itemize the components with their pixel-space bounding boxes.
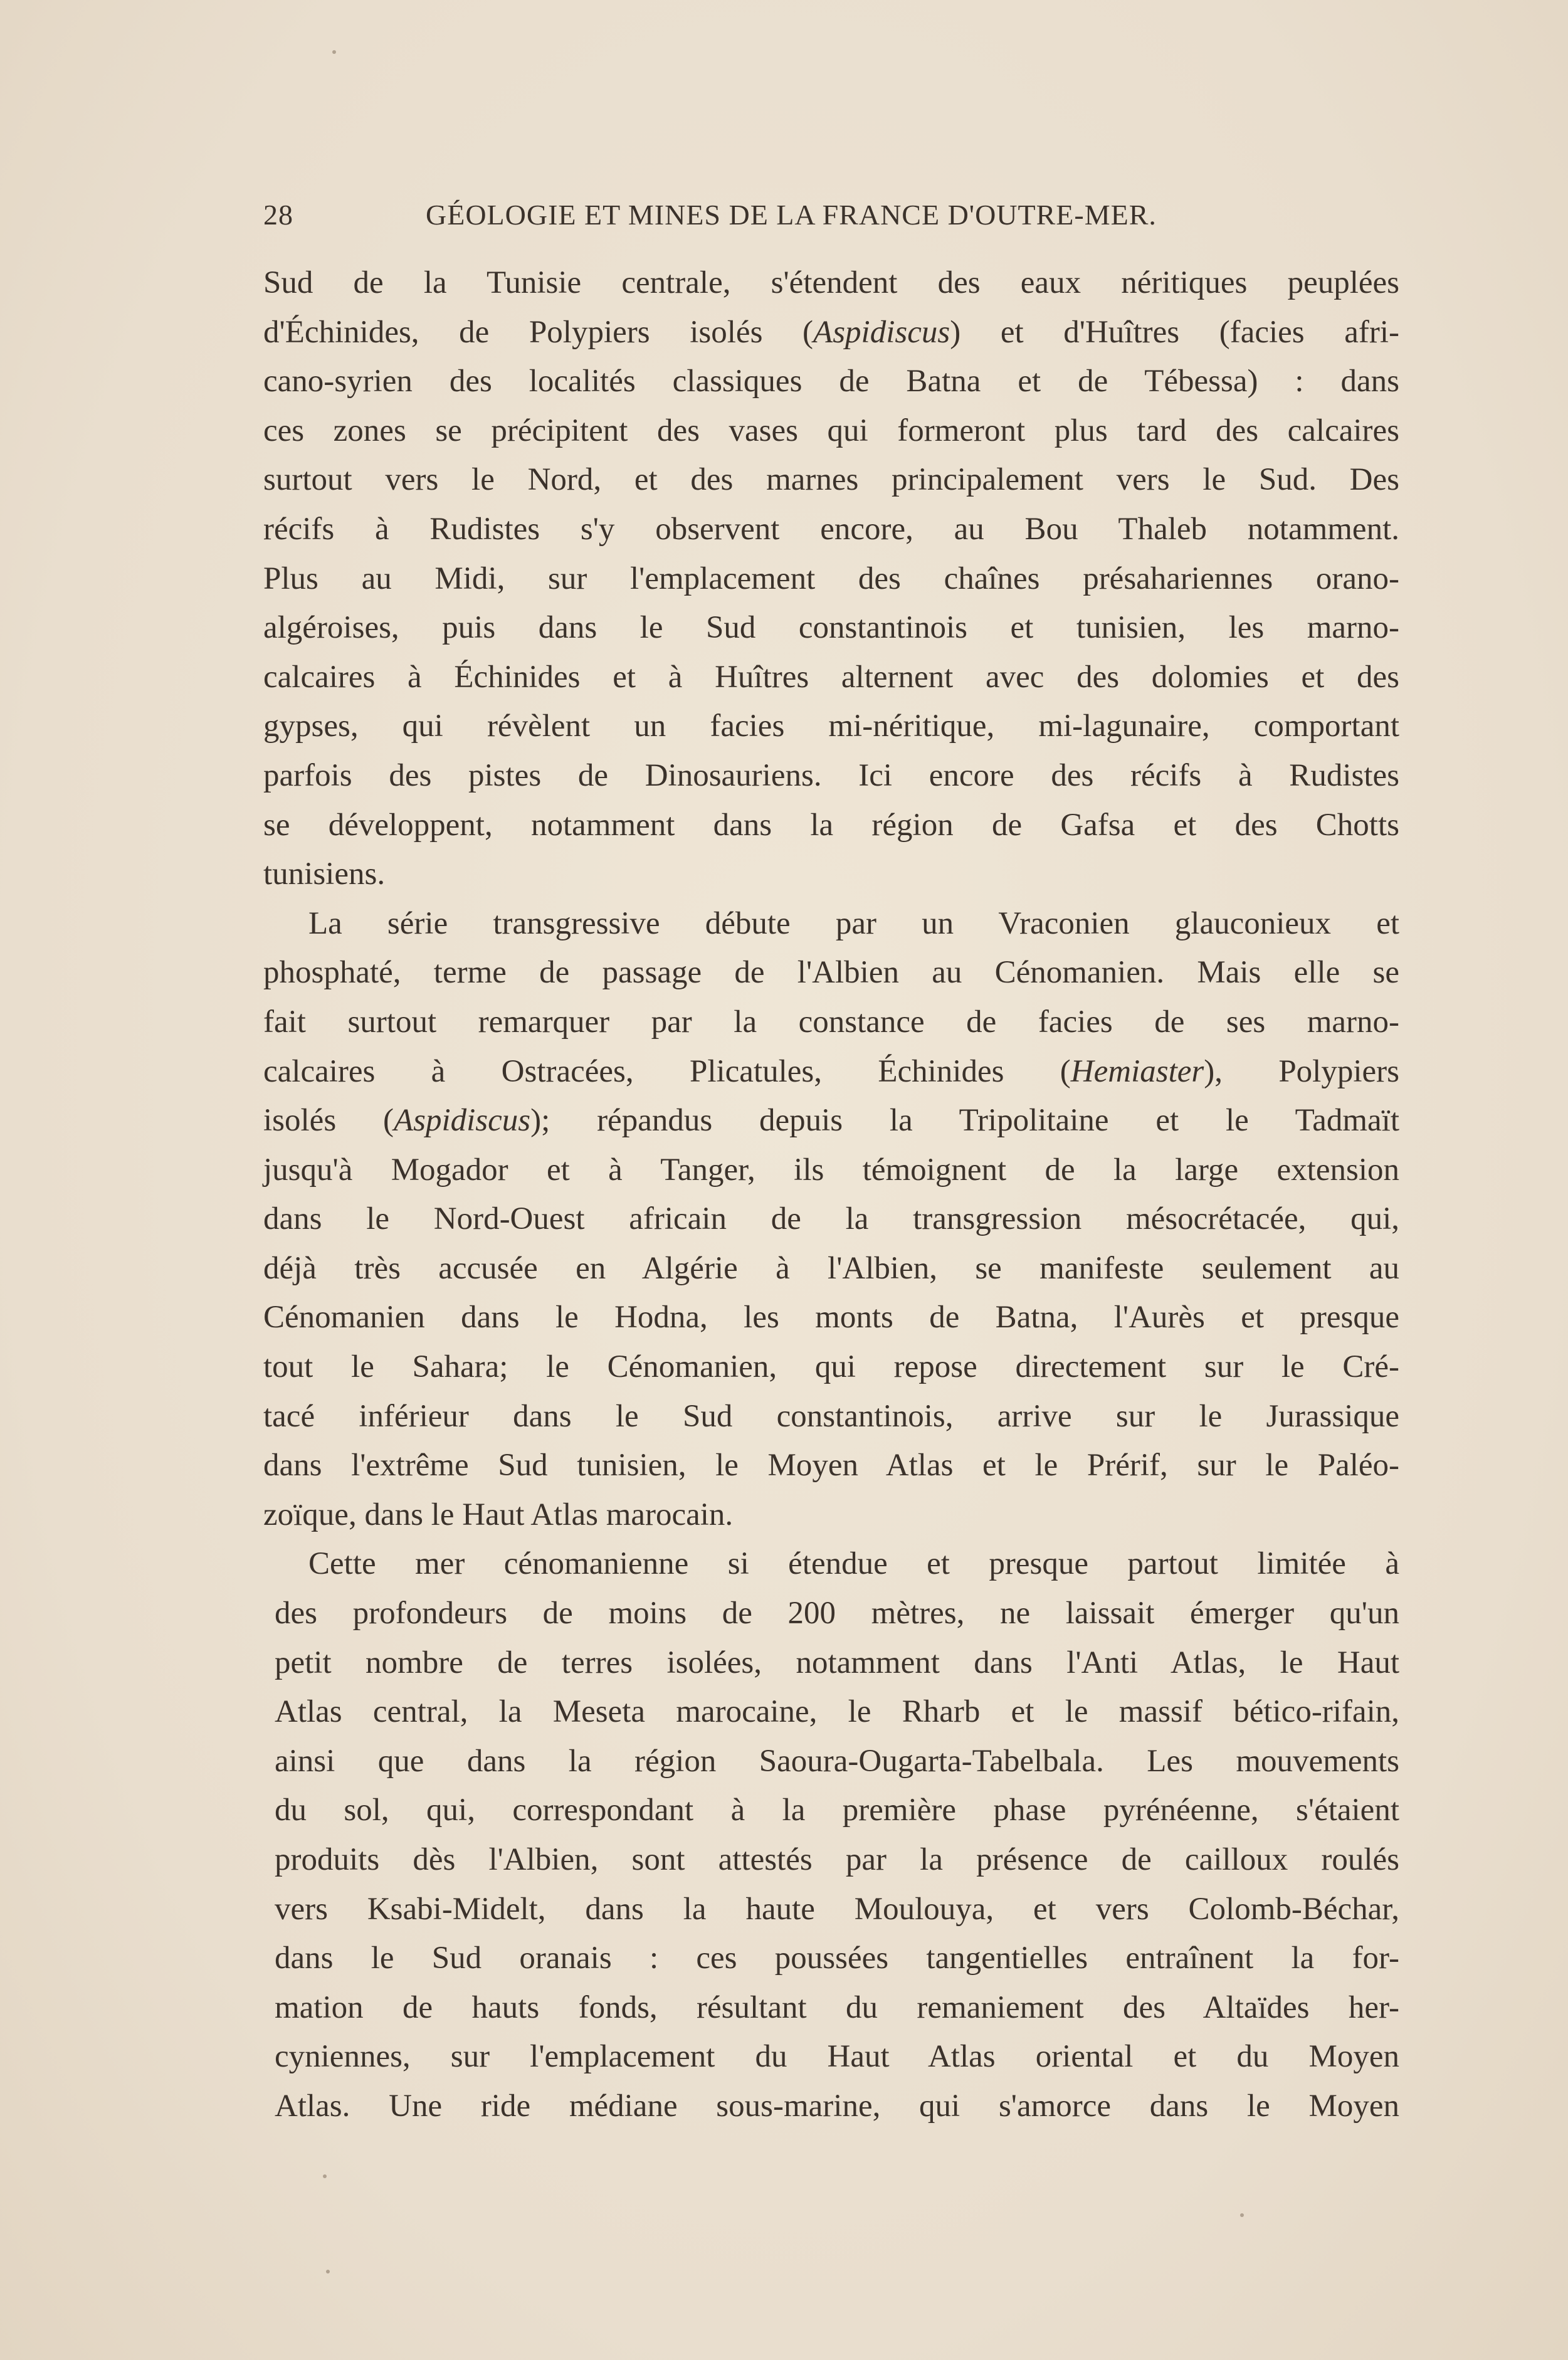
text-line: [263, 1983, 1399, 2033]
text-line: [263, 850, 1399, 899]
text-segment: ainsi que dans la région Saoura-Ougarta-Tabelbala. Les mouvements: [275, 1743, 1399, 1779]
paper-speck: [1240, 2213, 1244, 2217]
text-segment: ), Polypiers: [1204, 1053, 1399, 1089]
text-line: [263, 899, 1399, 949]
text-line: [263, 308, 1399, 357]
text-segment: zoïque, dans le Haut Atlas marocain.: [263, 1497, 734, 1532]
running-header: [263, 191, 1241, 240]
text-line: [263, 653, 1399, 702]
text-line: [263, 505, 1399, 554]
text-line: [263, 1047, 1399, 1097]
text-line: [263, 998, 1399, 1047]
text-line: [263, 1589, 1399, 1638]
text-segment: gypses, qui révèlent un facies mi-néritique, mi-lagunaire, comportant: [263, 709, 1399, 744]
text-segment: ); répandus depuis la Tripolitaine et le Tadmaït: [530, 1103, 1399, 1139]
text-segment: calcaires à Ostracées, Plicatules, Échinides (: [263, 1053, 1071, 1089]
text-line: [263, 1490, 1399, 1540]
text-segment: ) et d'Huîtres (facies afri-: [950, 314, 1400, 350]
text-line: [263, 2082, 1399, 2131]
text-segment: parfois des pistes de Dinosauriens. Ici encore des récifs à Rudistes: [263, 757, 1399, 793]
text-segment: dans le Sud oranais : ces poussées tangentielles entraînent la for-: [275, 1941, 1399, 1976]
text-segment: jusqu'à Mogador et à Tanger, ils témoignent de la large extension: [263, 1152, 1399, 1188]
text-line: [263, 1441, 1399, 1490]
text-line: [263, 1096, 1399, 1146]
text-segment: du sol, qui, correspondant à la première phase pyrénéenne, s'étaient: [275, 1793, 1399, 1828]
text-line: [263, 603, 1399, 653]
text-line: [263, 1146, 1399, 1195]
text-segment: tout le Sahara; le Cénomanien, qui repose directement sur le Cré-: [263, 1349, 1399, 1385]
text-segment: Sud de la Tunisie centrale, s'étendent des eaux néritiques peuplées: [263, 265, 1399, 300]
text-line: [263, 1293, 1399, 1342]
text-segment: tunisiens.: [263, 856, 386, 892]
text-line: [263, 455, 1399, 505]
text-line: [263, 1835, 1399, 1885]
text-line: [263, 1244, 1399, 1293]
text-segment: isolés (: [263, 1103, 394, 1139]
text-segment: des profondeurs de moins de 200 mètres, ne laissait émerger qu'un: [275, 1596, 1399, 1631]
text-segment: ces zones se précipitent des vases qui formeront plus tard des calcaires: [263, 413, 1399, 448]
text-segment: fait surtout remarquer par la constance de facies de ses marno-: [263, 1004, 1399, 1040]
text-segment: algéroises, puis dans le Sud constantinois et tunisien, les marno-: [263, 610, 1399, 646]
text-segment: petit nombre de terres isolées, notamment dans l'Anti Atlas, le Haut: [275, 1645, 1399, 1680]
text-segment: Cénomanien dans le Hodna, les monts de Batna, l'Aurès et presque: [263, 1300, 1399, 1335]
text-segment: Atlas central, la Meseta marocaine, le Rharb et le massif bético-rifain,: [275, 1694, 1399, 1730]
text-segment: mation de hauts fonds, résultant du remaniement des Altaïdes her-: [275, 1989, 1399, 2025]
italic-taxon: Aspidiscus: [813, 314, 950, 350]
text-segment: déjà très accusée en Algérie à l'Albien, se manifeste seulement au: [263, 1250, 1399, 1286]
text-line: [263, 1687, 1399, 1737]
text-line: [263, 751, 1399, 801]
text-line: [263, 1194, 1399, 1244]
text-line: [263, 406, 1399, 456]
text-line: [263, 1539, 1399, 1589]
text-line: [263, 801, 1399, 850]
text-segment: vers Ksabi-Midelt, dans la haute Moulouya, et vers Colomb-Béchar,: [275, 1891, 1399, 1927]
text-segment: dans l'extrême Sud tunisien, le Moyen Atlas et le Prérif, sur le Paléo-: [263, 1448, 1399, 1483]
text-segment: calcaires à Échinides et à Huîtres alternent avec des dolomies et des: [263, 659, 1399, 695]
text-segment: récifs à Rudistes s'y observent encore, au Bou Thaleb notamment.: [263, 511, 1399, 547]
text-segment: dans le Nord-Ouest africain de la transgression mésocrétacée, qui,: [263, 1201, 1399, 1237]
text-line: [263, 948, 1399, 998]
text-line: [263, 258, 1399, 308]
text-segment: Atlas. Une ride médiane sous-marine, qui s'amorce dans le Moyen: [275, 2088, 1399, 2124]
text-segment: produits dès l'Albien, sont attestés par la présence de cailloux roulés: [275, 1842, 1399, 1877]
paper-speck: [332, 50, 336, 54]
text-segment: tacé inférieur dans le Sud constantinois, arrive sur le Jurassique: [263, 1398, 1399, 1434]
text-segment: surtout vers le Nord, et des marnes principalement vers le Sud. Des: [263, 462, 1399, 498]
paper-speck: [323, 2174, 327, 2178]
text-segment: Plus au Midi, sur l'emplacement des chaînes présahariennes orano-: [263, 561, 1399, 596]
text-line: [263, 1737, 1399, 1786]
text-line: [263, 554, 1399, 604]
page-number: 28: [263, 199, 293, 231]
text-line: [263, 1934, 1399, 1983]
running-title: GÉOLOGIE ET MINES DE LA FRANCE D'OUTRE-MER.: [426, 199, 1157, 231]
text-line: [263, 2032, 1399, 2082]
text-line: [263, 1638, 1399, 1688]
text-line: [263, 1392, 1399, 1441]
text-segment: d'Échinides, de Polypiers isolés (: [263, 314, 814, 350]
text-line: [263, 1786, 1399, 1835]
paper-speck: [326, 2270, 330, 2273]
text-segment: cano-syrien des localités classiques de Batna et de Tébessa) : dans: [263, 364, 1399, 399]
text-segment: cyniennes, sur l'emplacement du Haut Atlas oriental et du Moyen: [275, 2039, 1399, 2075]
text-line: [263, 1342, 1399, 1392]
text-segment: se développent, notamment dans la région de Gafsa et des Chotts: [263, 807, 1399, 843]
italic-taxon: Hemiaster: [1070, 1053, 1204, 1089]
text-segment: La série transgressive débute par un Vraconien glauconieux et: [308, 905, 1399, 941]
italic-taxon: Aspidiscus: [393, 1103, 531, 1139]
text-segment: Cette mer cénomanienne si étendue et presque partout limitée à: [308, 1546, 1399, 1582]
text-line: [263, 1885, 1399, 1934]
text-segment: phosphaté, terme de passage de l'Albien au Cénomanien. Mais elle se: [263, 955, 1399, 991]
body-text: [263, 258, 1399, 2131]
text-line: [263, 702, 1399, 751]
text-line: [263, 357, 1399, 406]
